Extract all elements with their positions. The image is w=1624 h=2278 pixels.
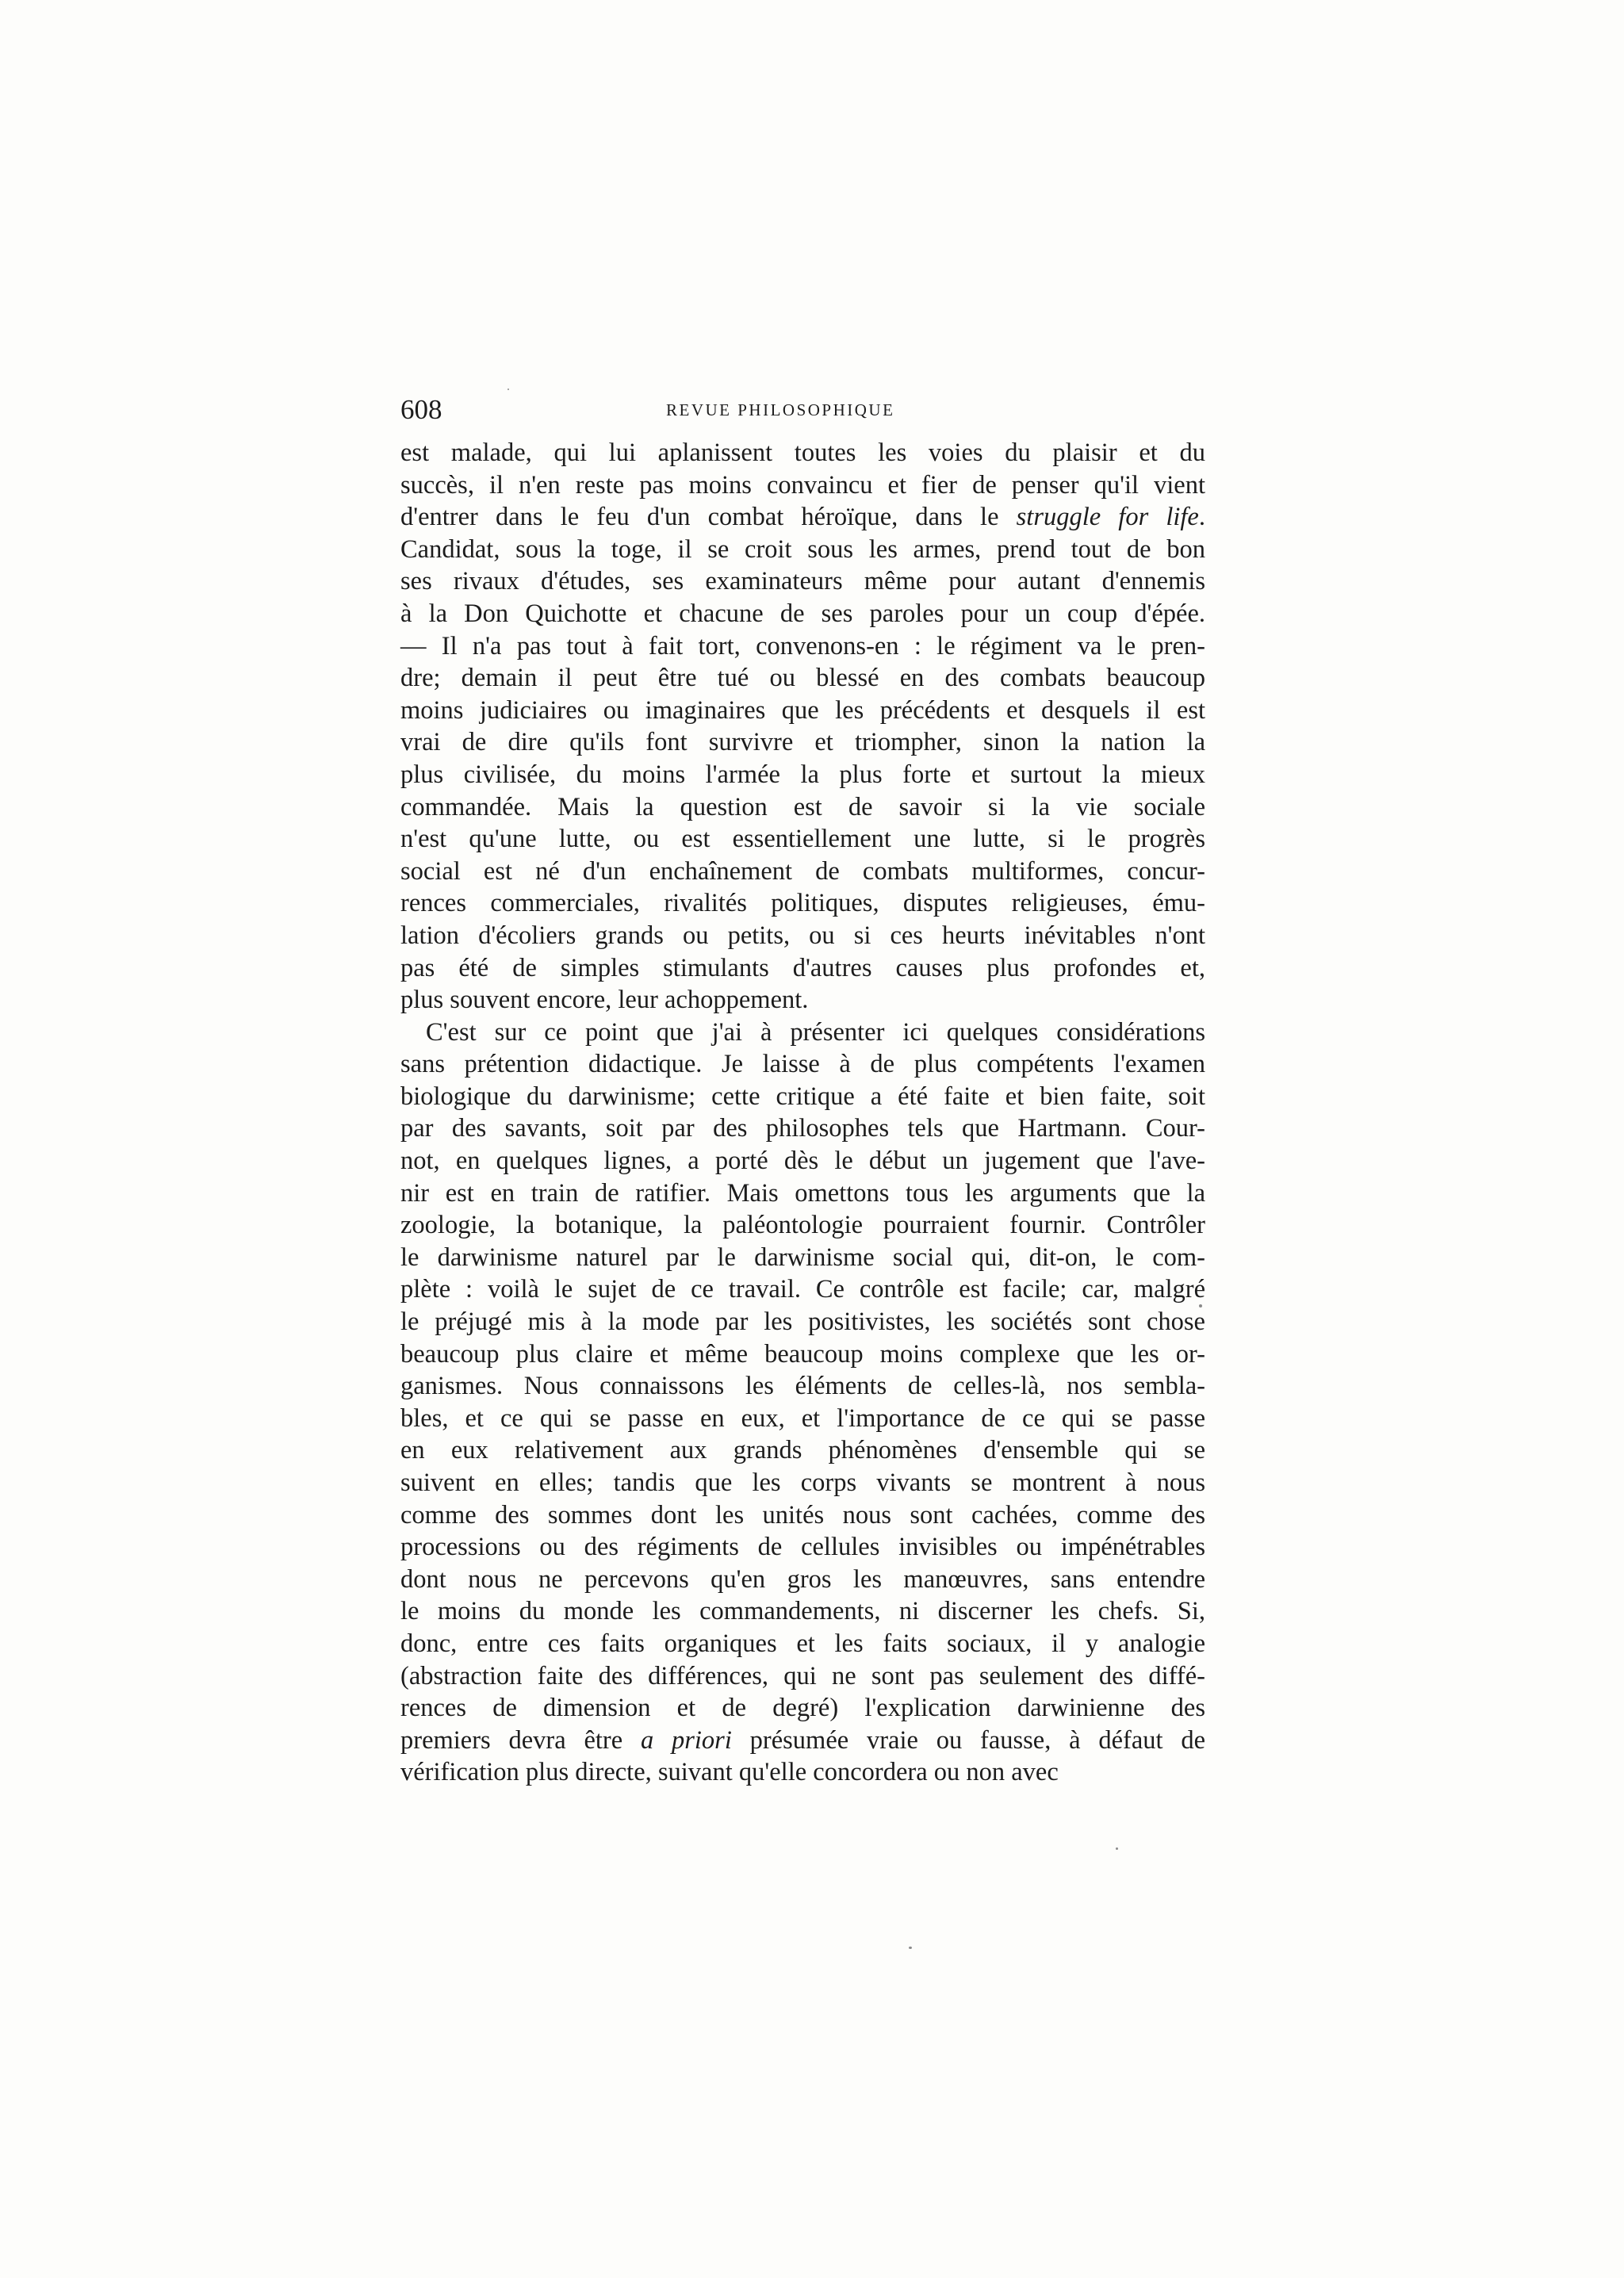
text-run: (abstraction faite des différences, qui ne sont pas seulement des diffé-: [400, 1661, 1205, 1690]
text-line: [400, 598, 1205, 630]
scan-speck: [1116, 1847, 1118, 1850]
paragraph: [400, 1016, 1205, 1789]
text-line: [400, 1499, 1205, 1532]
text-run: plus souvent encore, leur achoppement.: [400, 986, 809, 1015]
text-run: n'est qu'une lutte, ou est essentiellement une lutte, si le progrès: [400, 825, 1205, 854]
italic-phrase: struggle for life: [1016, 503, 1199, 532]
text-line: [400, 662, 1205, 695]
text-line: [400, 952, 1205, 985]
text-line: [400, 856, 1205, 888]
text-run: vérification plus directe, suivant qu'elle concordera ou non avec: [400, 1758, 1059, 1787]
text-line: [400, 1112, 1205, 1145]
text-line: [400, 1048, 1205, 1081]
text-line: [400, 1273, 1205, 1306]
text-run: comme des sommes dont les unités nous sont cachées, comme des: [400, 1500, 1205, 1530]
text-run: sans prétention didactique. Je laisse à de plus compétents l'examen: [400, 1050, 1205, 1079]
running-head: [400, 394, 1205, 426]
text-line: [400, 1242, 1205, 1274]
text-run: le moins du monde les commandements, ni discerner les chefs. Si,: [400, 1597, 1205, 1626]
text-run: not, en quelques lignes, a porté dès le début un jugement que l'ave-: [400, 1147, 1205, 1176]
text-run: est malade, qui lui aplanissent toutes les voies du plaisir et du: [400, 438, 1205, 467]
scan-speck: [1199, 1304, 1202, 1307]
text-run: par des savants, soit par des philosophes tels que Hartmann. Cour-: [400, 1114, 1205, 1143]
page-number: 608: [400, 394, 442, 425]
text-line: [400, 565, 1205, 598]
text-run: dre; demain il peut être tué ou blessé en des combats beaucoup: [400, 664, 1205, 693]
paragraph: [400, 437, 1205, 1016]
text-line: [400, 1595, 1205, 1628]
text-run: pas été de simples stimulants d'autres causes plus profondes et,: [400, 953, 1205, 982]
text-line: [400, 984, 1205, 1016]
italic-phrase: a priori: [640, 1725, 732, 1755]
text-run: plus civilisée, du moins l'armée la plus forte et surtout la mieux: [400, 760, 1205, 789]
text-line: [400, 1756, 1205, 1789]
text-run: plète : voilà le sujet de ce travail. Ce contrôle est facile; car, malgré: [400, 1275, 1205, 1304]
scan-speck: [909, 1947, 912, 1949]
text-line: [400, 1338, 1205, 1371]
text-run: commandée. Mais la question est de savoir si la vie sociale: [400, 792, 1205, 821]
text-run: processions ou des régiments de cellules invisibles ou impénétrables: [400, 1533, 1205, 1562]
text-run: beaucoup plus claire et même beaucoup moins complexe que les or-: [400, 1339, 1205, 1369]
text-run: donc, entre ces faits organiques et les faits sociaux, il y analogie: [400, 1629, 1205, 1658]
text-run: dont nous ne percevons qu'en gros les manœuvres, sans entendre: [400, 1564, 1205, 1594]
text-line: [400, 1467, 1205, 1499]
text-line: [400, 1531, 1205, 1564]
text-run: .: [1198, 503, 1205, 532]
text-line: [400, 1081, 1205, 1113]
text-line: [400, 1564, 1205, 1596]
text-run: ses rivaux d'études, ses examinateurs même pour autant d'ennemis: [400, 567, 1205, 596]
text-run: social est né d'un enchaînement de combats multiformes, concur-: [400, 856, 1205, 886]
text-run: lation d'écoliers grands ou petits, ou si ces heurts inévitables n'ont: [400, 921, 1205, 950]
text-run: suivent en elles; tandis que les corps vivants se montrent à nous: [400, 1468, 1205, 1497]
text-run: ganismes. Nous connaissons les éléments de celles-là, nos sembla-: [400, 1372, 1205, 1401]
text-run: nir est en train de ratifier. Mais omettons tous les arguments que la: [400, 1178, 1205, 1208]
text-line: [400, 759, 1205, 791]
text-run: d'entrer dans le feu d'un combat héroïque, dans le: [400, 503, 1017, 532]
text-line: [400, 1725, 1205, 1757]
text-run: zoologie, la botanique, la paléontologie pourraient fournir. Contrôler: [400, 1211, 1205, 1240]
text-line: [400, 1145, 1205, 1177]
text-line: [400, 630, 1205, 663]
text-run: C'est sur ce point que j'ai à présenter ici quelques considérations: [426, 1017, 1205, 1047]
journal-title: REVUE PHILOSOPHIQUE: [666, 400, 895, 419]
text-run: Candidat, sous la toge, il se croit sous les armes, prend tout de bon: [400, 534, 1205, 564]
text-line: [400, 437, 1205, 469]
text-run: à la Don Quichotte et chacune de ses paroles pour un coup d'épée.: [400, 599, 1205, 628]
text-run: — Il n'a pas tout à fait tort, convenons-en : le régiment va le pren-: [400, 631, 1205, 660]
text-run: premiers devra être: [400, 1725, 641, 1755]
text-line: [400, 920, 1205, 952]
text-run: rences de dimension et de degré) l'explication darwinienne des: [400, 1694, 1205, 1723]
text-line: [400, 823, 1205, 856]
text-line: [400, 1306, 1205, 1338]
text-line: [400, 1434, 1205, 1467]
text-run: vrai de dire qu'ils font survivre et triompher, sinon la nation la: [400, 728, 1205, 757]
text-line: [400, 1660, 1205, 1693]
text-run: rences commerciales, rivalités politiques, disputes religieuses, ému-: [400, 889, 1205, 918]
text-run: bles, et ce qui se passe en eux, et l'importance de ce qui se passe: [400, 1403, 1205, 1433]
text-run: le préjugé mis à la mode par les positivistes, les sociétés sont chose: [400, 1307, 1205, 1337]
text-line: [400, 501, 1205, 534]
text-run: en eux relativement aux grands phénomènes d'ensemble qui se: [400, 1436, 1205, 1465]
text-run: succès, il n'en reste pas moins convaincu et fier de penser qu'il vient: [400, 470, 1205, 500]
text-line: [400, 1370, 1205, 1403]
text-run: biologique du darwinisme; cette critique a été faite et bien faite, soit: [400, 1082, 1205, 1111]
article-body: [400, 437, 1205, 1789]
text-line: [400, 1209, 1205, 1242]
text-run: le darwinisme naturel par le darwinisme social qui, dit-on, le com-: [400, 1242, 1205, 1272]
text-line: [400, 1403, 1205, 1435]
text-line: [400, 791, 1205, 824]
text-line: [400, 1016, 1205, 1049]
text-run: moins judiciaires ou imaginaires que les précédents et desquels il est: [400, 695, 1205, 725]
text-run: présumée vraie ou fausse, à défaut de: [731, 1725, 1206, 1755]
text-line: [400, 1177, 1205, 1210]
text-line: [400, 1628, 1205, 1660]
text-line: [400, 695, 1205, 727]
text-line: [400, 726, 1205, 759]
text-line: [400, 469, 1205, 502]
text-line: [400, 1692, 1205, 1725]
text-line: [400, 534, 1205, 566]
text-line: [400, 887, 1205, 920]
scan-speck: [508, 389, 509, 390]
